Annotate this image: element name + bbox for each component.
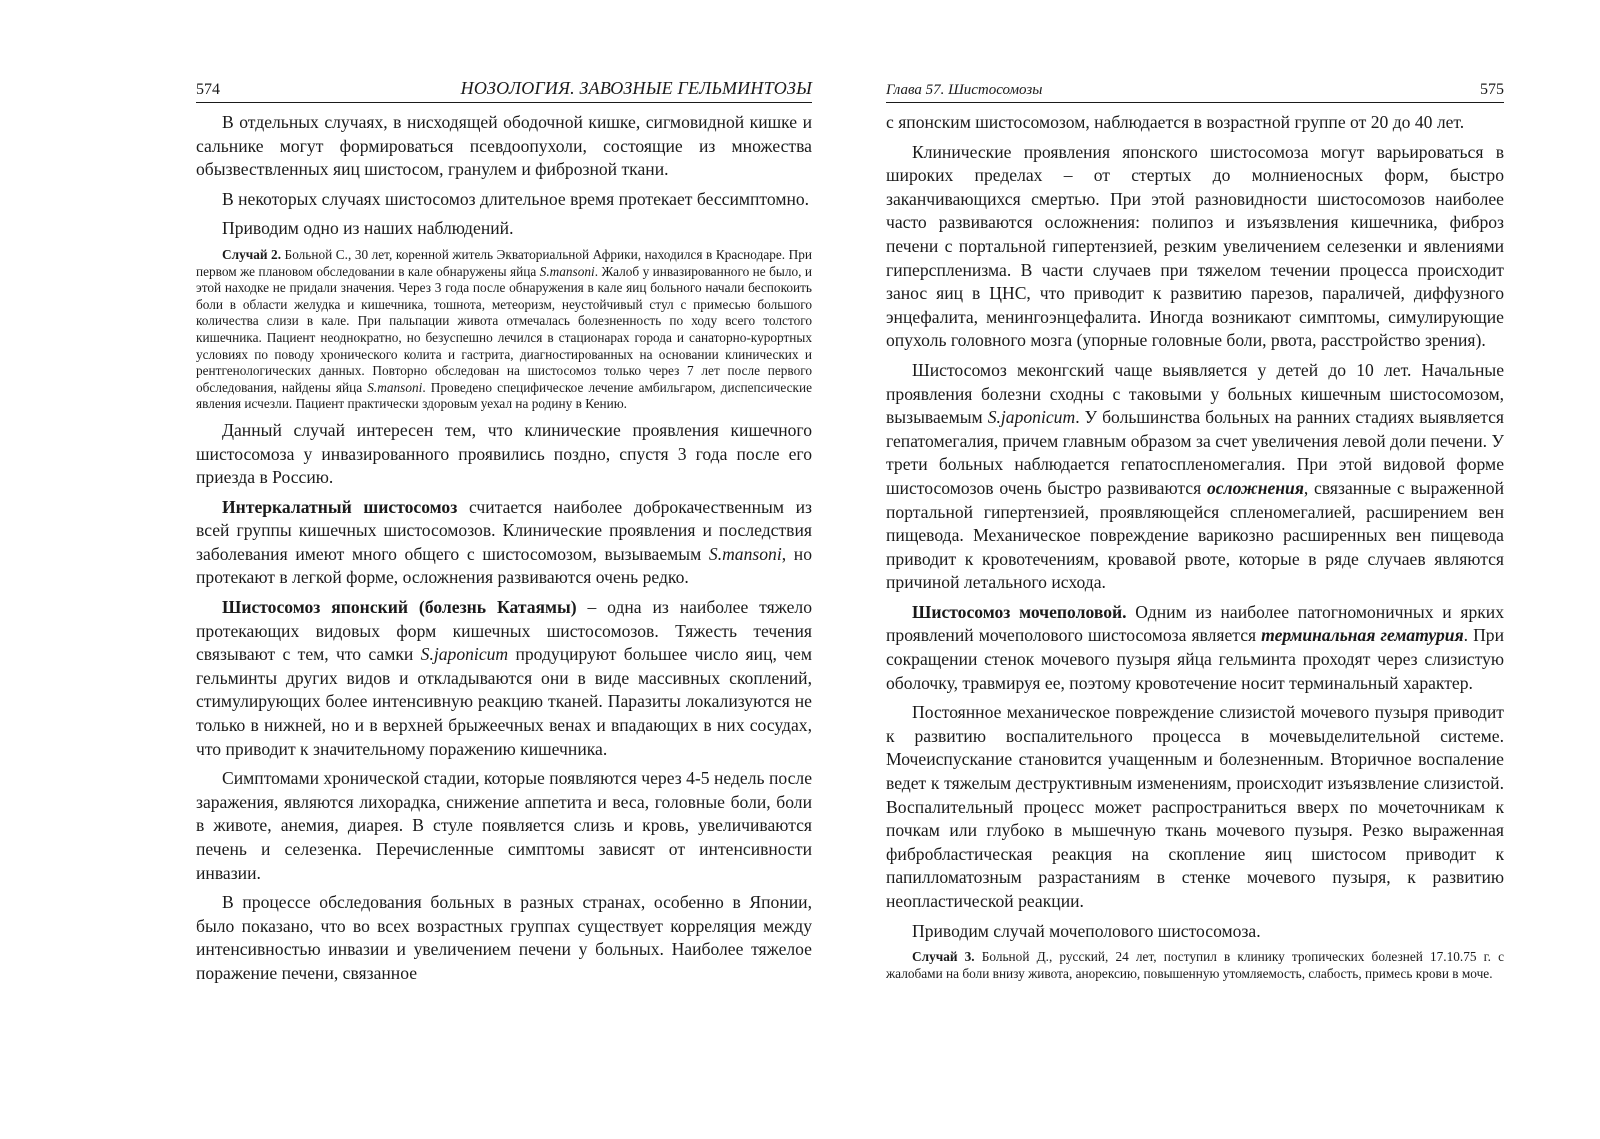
paragraph: Шистосомоз мочеполовой. Одним из наиболее патогномоничных и ярких проявлений мочеполового шистосомоза является терминальная гематурия. При сокращении стенок мочевого пузыря яйца гельминта проходят через слизистую оболочку, травмируя ее, поэтому кровотечение носит терминальный характер. xyxy=(886,601,1504,693)
paragraph: Шистосомоз меконгский чаще выявляется у детей до 10 лет. Начальные проявления болезни сходны с таковыми у больных кишечным шистосомозом, вызываемым S.japonicum. У большинства больных на ранних стадиях выявляется гепатомегалия, причем главным образом за счет увеличения левой доли печени. У трети больных наблюдается гепатоспленомегалия. При этой видовой форме шистосомозов очень быстро развиваются осложнения, связанные с выраженной портальной гипертензией, проявляющейся спленомегалией, расширением вен пищевода. Механическое повреждение варикозно расширенных вен пищевода приводит к кровотечениям, кровавой рвоте, которые в ряде случаев являются причиной летального исхода. xyxy=(886,359,1505,593)
left-page xyxy=(196,76,812,992)
paragraph: В некоторых случаях шистосомоз длительное время протекает бессимптомно. xyxy=(222,188,810,209)
page-number: 575 xyxy=(1480,81,1504,98)
case-label: Случай 2. xyxy=(222,246,282,262)
emphasized-term: осложнения xyxy=(1206,477,1304,498)
term-heading: Интеркалатный шистосомоз xyxy=(222,496,458,517)
case-2-text: Случай 2. Больной С., 30 лет, коренной житель Экваториальной Африки, находился в Краснодаре. При первом же плановом обследовании в кале обнаружены яйца S.mansoni. Жалоб у инвазированного не было, и этой находке не придали значения. Через 3 года после обнаружения в кале яиц больного начали беспокоить боли в области желудка и кишечника, тошнота, метеоризм, неустойчивый стул с примесью большого количества слизи в кале. При пальпации живота отмечалась болезненность по ходу всего толстого кишечника. Пациент неоднократно, но безуспешно лечился в стационарах города и санаторно-курортных условиях по поводу хронического колита и гастрита, диагностированных на основании клинических и рентгенологических данных. Повторно обследован на шистосомоз только через 7 лет после первого обследования, найдены яйца S.mansoni. Проведено специфическое лечение амбильгаром, диспепсические явления исчезли. Пациент практически здоровым уехал на родину в Кению. xyxy=(196,246,812,412)
case-3-text: Случай 3. Больной Д., русский, 24 лет, поступил в клинику тропических болезней 17.10.75 г. с жалобами на боли внизу живота, анорексию, повышенную утомляемость, слабость, примесь крови в моче. xyxy=(886,949,1504,981)
species-name: S.japonicum xyxy=(987,407,1076,428)
paragraph: Симптомами хронической стадии, которые появляются через 4-5 недель после заражения, являются лихорадка, снижение аппетита и веса, головные боли, боли в животе, анемия, диарея. В стуле появляется слизь и кровь, увеличиваются печень и селезенка. Перечисленные симптомы зависят от интенсивности инвазии. xyxy=(196,768,812,883)
term-heading: Шистосомоз японский (болезнь Катаямы) xyxy=(222,597,577,618)
paragraph: Приводим случай мочеполового шистосомоза. xyxy=(912,920,1261,941)
running-title: НОЗОЛОГИЯ. ЗАВОЗНЫЕ ГЕЛЬМИНТОЗЫ xyxy=(460,78,812,98)
right-page-header xyxy=(886,76,1504,103)
paragraph: Постоянное механическое повреждение слизистой мочевого пузыря приводит к развитию воспалительного процесса в мочевыделительной системе. Мочеиспускание становится учащенным и болезненным. Вторичное воспаление ведет к тяжелым деструктивным изменениям, происходит изъязвление слизистой. Воспалительный процесс может распространиться вверх по мочеточникам к почкам или глубоко в мышечную ткань мочевого пузыря. Резко выраженная фибробластическая реакция на скопление яиц шистосом приводит к папилломатозным разрастаниям в стенке мочевого пузыря, к развитию неопластической реакции. xyxy=(886,702,1504,911)
species-name: S.mansoni xyxy=(367,379,423,395)
right-page xyxy=(886,76,1504,988)
term-heading: Шистосомоз мочеполовой. xyxy=(912,601,1127,622)
paragraph: Данный случай интересен тем, что клинические проявления кишечного шистосомоза у инвазированного проявились поздно, спустя 3 года после его приезда в Россию. xyxy=(196,419,812,488)
paragraph: Интеркалатный шистосомоз считается наиболее доброкачественным из всей группы кишечных шистосомозов. Клинические проявления и последствия заболевания имеют много общего с шистосомозом, вызываемым S.mansoni, но протекают в легкой форме, осложнения развиваются очень редко. xyxy=(196,496,812,588)
left-page-header xyxy=(196,76,812,103)
paragraph: с японским шистосомозом, наблюдается в возрастной группе от 20 до 40 лет. xyxy=(886,112,1465,132)
species-name: S.mansoni xyxy=(708,543,782,564)
paragraph: Приводим одно из наших наблюдений. xyxy=(222,218,514,239)
paragraph: Клинические проявления японского шистосомоза могут варьироваться в широких пределах – от стертых до молниеносных форм, быстро заканчивающихся смертью. При этой разновидности шистосомозов наиболее часто развиваются осложнения: полипоз и изъязвления кишечника, фиброз печени с портальной гипертензией, резким увеличением селезенки и явлениями гиперспленизма. В части случаев при тяжелом течении процесса происходит занос яиц в ЦНС, что приводит к развитию парезов, параличей, диффузного энцефалита, менингоэнцефалита. Иногда возникают симптомы, симулирующие опухоль головного мозга (упорные головные боли, рвота, расстройство зрения). xyxy=(886,141,1504,351)
paragraph: В процессе обследования больных в разных странах, особенно в Японии, было показано, что во всех возрастных группах существует корреляция между интенсивностью инвазии и увеличением печени у больных. Наиболее тяжелое поражение печени, связанное xyxy=(196,892,812,983)
paragraph: В отдельных случаях, в нисходящей ободочной кишке, сигмовидной кишке и сальнике могут формироваться псевдоопухоли, состоящие из множества обызвествленных яиц шистосом, гранулем и фиброзной ткани. xyxy=(196,112,812,180)
species-name: S.mansoni xyxy=(539,263,595,279)
paragraph: Шистосомоз японский (болезнь Катаямы) – одна из наиболее тяжело протекающих видовых форм кишечных шистосомозов. Тяжесть течения связывают с тем, что самки S.japonicum продуцируют большее число яиц, чем гельминты других видов и откладываются они в виде массивных скоплений, стимулирующих более интенсивную реакцию тканей. Паразиты локализуются не только в нижней, но и в верхней брыжеечных венах и впадающих в них сосудах, что приводит к значительному поражению кишечника. xyxy=(196,597,812,759)
right-page-text xyxy=(886,111,1504,982)
left-page-text xyxy=(196,111,812,986)
case-label: Случай 3. xyxy=(912,949,975,965)
page-number: 574 xyxy=(196,81,220,98)
species-name: S.japonicum xyxy=(420,644,509,665)
emphasized-term: терминальная гематурия xyxy=(1261,625,1464,646)
running-title: Глава 57. Шистосомозы xyxy=(886,82,1043,98)
